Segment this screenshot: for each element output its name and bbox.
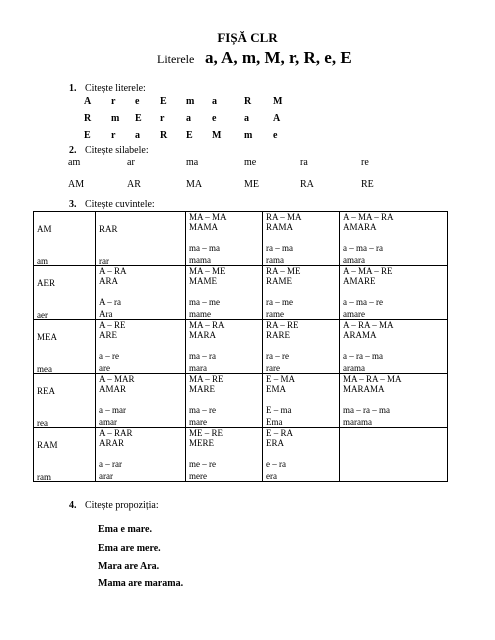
word: MARAMA [343, 384, 385, 394]
letter-cell: R [244, 96, 252, 107]
word-lower: am [37, 256, 48, 266]
word: ARAR [99, 438, 125, 448]
word: amar [99, 417, 117, 427]
letter-cell: e [135, 96, 140, 107]
word-syllabified: MA – MA [189, 212, 227, 222]
letter-cell: A [84, 96, 92, 107]
word: ARE [99, 330, 117, 340]
word-syllabified: A – ra [99, 297, 121, 307]
letter-cell: M [212, 130, 222, 141]
word: AMARE [343, 276, 376, 286]
table-cell [186, 428, 263, 482]
table-cell [96, 320, 186, 374]
word: amara [343, 255, 365, 265]
word: are [99, 363, 110, 373]
word: MARE [189, 384, 216, 394]
word: era [266, 471, 277, 481]
word-syllabified: A – MA – RE [343, 266, 393, 276]
word: RAME [266, 276, 293, 286]
words-table [33, 211, 448, 482]
word-syllabified: e – ra [266, 459, 286, 469]
word-lower: ram [37, 472, 51, 482]
word-syllabified: a – ra – ma [343, 351, 383, 361]
syllable-upper: AR [127, 179, 141, 190]
word: ARA [99, 276, 119, 286]
section-3-number: 3. [69, 199, 77, 210]
letter-cell: a [212, 96, 217, 107]
syllable-upper: AM [68, 179, 85, 190]
word-syllabified: MA – RA – MA [343, 374, 402, 384]
word: AMARA [343, 222, 377, 232]
word-syllabified: MA – RA [189, 320, 225, 330]
word: RAMA [266, 222, 294, 232]
word-upper: RAM [37, 440, 58, 450]
word-syllabified: A – RAR [99, 428, 133, 438]
word-syllabified: A – MA – RA [343, 212, 394, 222]
table-cell [263, 266, 340, 320]
word-syllabified: a – ma – re [343, 297, 383, 307]
word-lower: aer [37, 310, 48, 320]
sentence: Mara are Ara. [98, 561, 160, 572]
word-syllabified: ma – ma [189, 243, 220, 253]
word-syllabified: E – RA [266, 428, 293, 438]
word-syllabified: MA – ME [189, 266, 226, 276]
word-syllabified: a – mar [99, 405, 126, 415]
word-syllabified: ma – re [189, 405, 216, 415]
syllable-lower: am [68, 157, 81, 168]
section-4-number: 4. [69, 500, 77, 511]
word-lower: rea [37, 418, 48, 428]
syllable-upper: RE [361, 179, 374, 190]
table-cell [34, 212, 96, 266]
table-cell [340, 320, 448, 374]
table-cell [263, 428, 340, 482]
word: ERA [266, 438, 284, 448]
syllable-lower: re [361, 157, 369, 168]
word-upper: REA [37, 386, 55, 396]
table-cell [96, 212, 186, 266]
subtitle-letters: a, A, m, M, r, R, e, E [205, 48, 352, 67]
letter-cell: r [160, 113, 165, 124]
table-row [34, 374, 448, 428]
word-syllabified: ME – RE [189, 428, 224, 438]
letter-cell: R [160, 130, 168, 141]
table-cell [96, 374, 186, 428]
word-syllabified: ma – me [189, 297, 220, 307]
table-cell [34, 266, 96, 320]
word: MERE [189, 438, 215, 448]
table-cell [263, 374, 340, 428]
word-syllabified: ra – me [266, 297, 293, 307]
syllable-lower: ra [300, 157, 308, 168]
section-4-label: Citește propoziția: [85, 500, 159, 511]
word: marama [343, 417, 372, 427]
table-cell [340, 428, 448, 482]
syllable-upper: RA [300, 179, 314, 190]
syllable-upper: ME [244, 179, 259, 190]
word-syllabified: a – ma – ra [343, 243, 383, 253]
word-syllabified: A – RE [99, 320, 126, 330]
letter-cell: m [244, 130, 253, 141]
word: mare [189, 417, 207, 427]
word: ARAMA [343, 330, 377, 340]
table-cell [340, 266, 448, 320]
word-syllabified: me – re [189, 459, 216, 469]
table-cell [263, 212, 340, 266]
letter-cell: a [244, 113, 249, 124]
table-row [34, 320, 448, 374]
table-cell [340, 374, 448, 428]
table-cell [96, 428, 186, 482]
letter-cell: E [84, 130, 91, 141]
section-2-number: 2. [69, 145, 77, 156]
word: Ara [99, 309, 113, 319]
word-upper: RAR [99, 224, 118, 234]
word-upper: MEA [37, 332, 57, 342]
table-cell [263, 320, 340, 374]
word: mama [189, 255, 211, 265]
word: rama [266, 255, 284, 265]
word: MAMA [189, 222, 219, 232]
word: MAME [189, 276, 218, 286]
letter-cell: a [135, 130, 140, 141]
letter-cell: E [186, 130, 193, 141]
table-cell [340, 212, 448, 266]
letter-cell: R [84, 113, 92, 124]
word: amare [343, 309, 365, 319]
word-syllabified: A – RA – MA [343, 320, 394, 330]
word-syllabified: a – re [99, 351, 119, 361]
word: Ema [266, 417, 283, 427]
table-cell [34, 428, 96, 482]
letter-cell: r [111, 96, 116, 107]
word-syllabified: MA – RE [189, 374, 224, 384]
word: mere [189, 471, 207, 481]
word-syllabified: E – ma [266, 405, 292, 415]
syllable-lower: ma [186, 157, 199, 168]
word-syllabified: A – RA [99, 266, 127, 276]
table-row [34, 266, 448, 320]
word-lower: mea [37, 364, 52, 374]
table-cell [96, 266, 186, 320]
letter-cell: r [111, 130, 116, 141]
letter-cell: e [273, 130, 278, 141]
letter-cell: e [212, 113, 217, 124]
word-syllabified: ma – ra – ma [343, 405, 390, 415]
table-cell [186, 212, 263, 266]
syllable-upper: MA [186, 179, 203, 190]
table-row [34, 212, 448, 266]
table-cell [34, 374, 96, 428]
page-title: FIȘĂ CLR [217, 30, 278, 45]
letter-cell: E [160, 96, 167, 107]
section-3-label: Citește cuvintele: [85, 199, 155, 210]
section-1-number: 1. [69, 83, 77, 94]
table-cell [186, 374, 263, 428]
word-syllabified: A – MAR [99, 374, 135, 384]
word: arar [99, 471, 113, 481]
letter-cell: E [135, 113, 142, 124]
word: rare [266, 363, 280, 373]
word-syllabified: E – MA [266, 374, 295, 384]
word: rame [266, 309, 284, 319]
letter-cell: a [186, 113, 191, 124]
letter-cell: m [186, 96, 195, 107]
word: MARA [189, 330, 217, 340]
word-syllabified: RA – MA [266, 212, 302, 222]
word: mame [189, 309, 211, 319]
syllable-lower: me [244, 157, 257, 168]
word: mara [189, 363, 207, 373]
word: arama [343, 363, 365, 373]
letter-cell: m [111, 113, 120, 124]
word: EMA [266, 384, 286, 394]
letter-cell: M [273, 96, 283, 107]
syllable-lower: ar [127, 157, 135, 168]
word-syllabified: a – rar [99, 459, 122, 469]
table-row [34, 428, 448, 482]
table-cell [186, 266, 263, 320]
word: RARE [266, 330, 291, 340]
subtitle-label: Literele [157, 52, 195, 66]
section-1-label: Citește literele: [85, 83, 146, 94]
word-syllabified: RA – ME [266, 266, 301, 276]
word-syllabified: ma – ra [189, 351, 216, 361]
word-upper: AER [37, 278, 55, 288]
letter-cell: A [273, 113, 281, 124]
word: AMAR [99, 384, 127, 394]
sentence: Mama are marama. [98, 578, 184, 589]
table-cell [186, 320, 263, 374]
word-syllabified: ra – re [266, 351, 289, 361]
section-2-label: Citește silabele: [85, 145, 149, 156]
word-upper: AM [37, 224, 52, 234]
table-cell [34, 320, 96, 374]
sentence: Ema e mare. [98, 524, 152, 535]
word-lower: rar [99, 256, 109, 266]
sentence: Ema are mere. [98, 543, 161, 554]
word-syllabified: RA – RE [266, 320, 299, 330]
word-syllabified: ra – ma [266, 243, 293, 253]
